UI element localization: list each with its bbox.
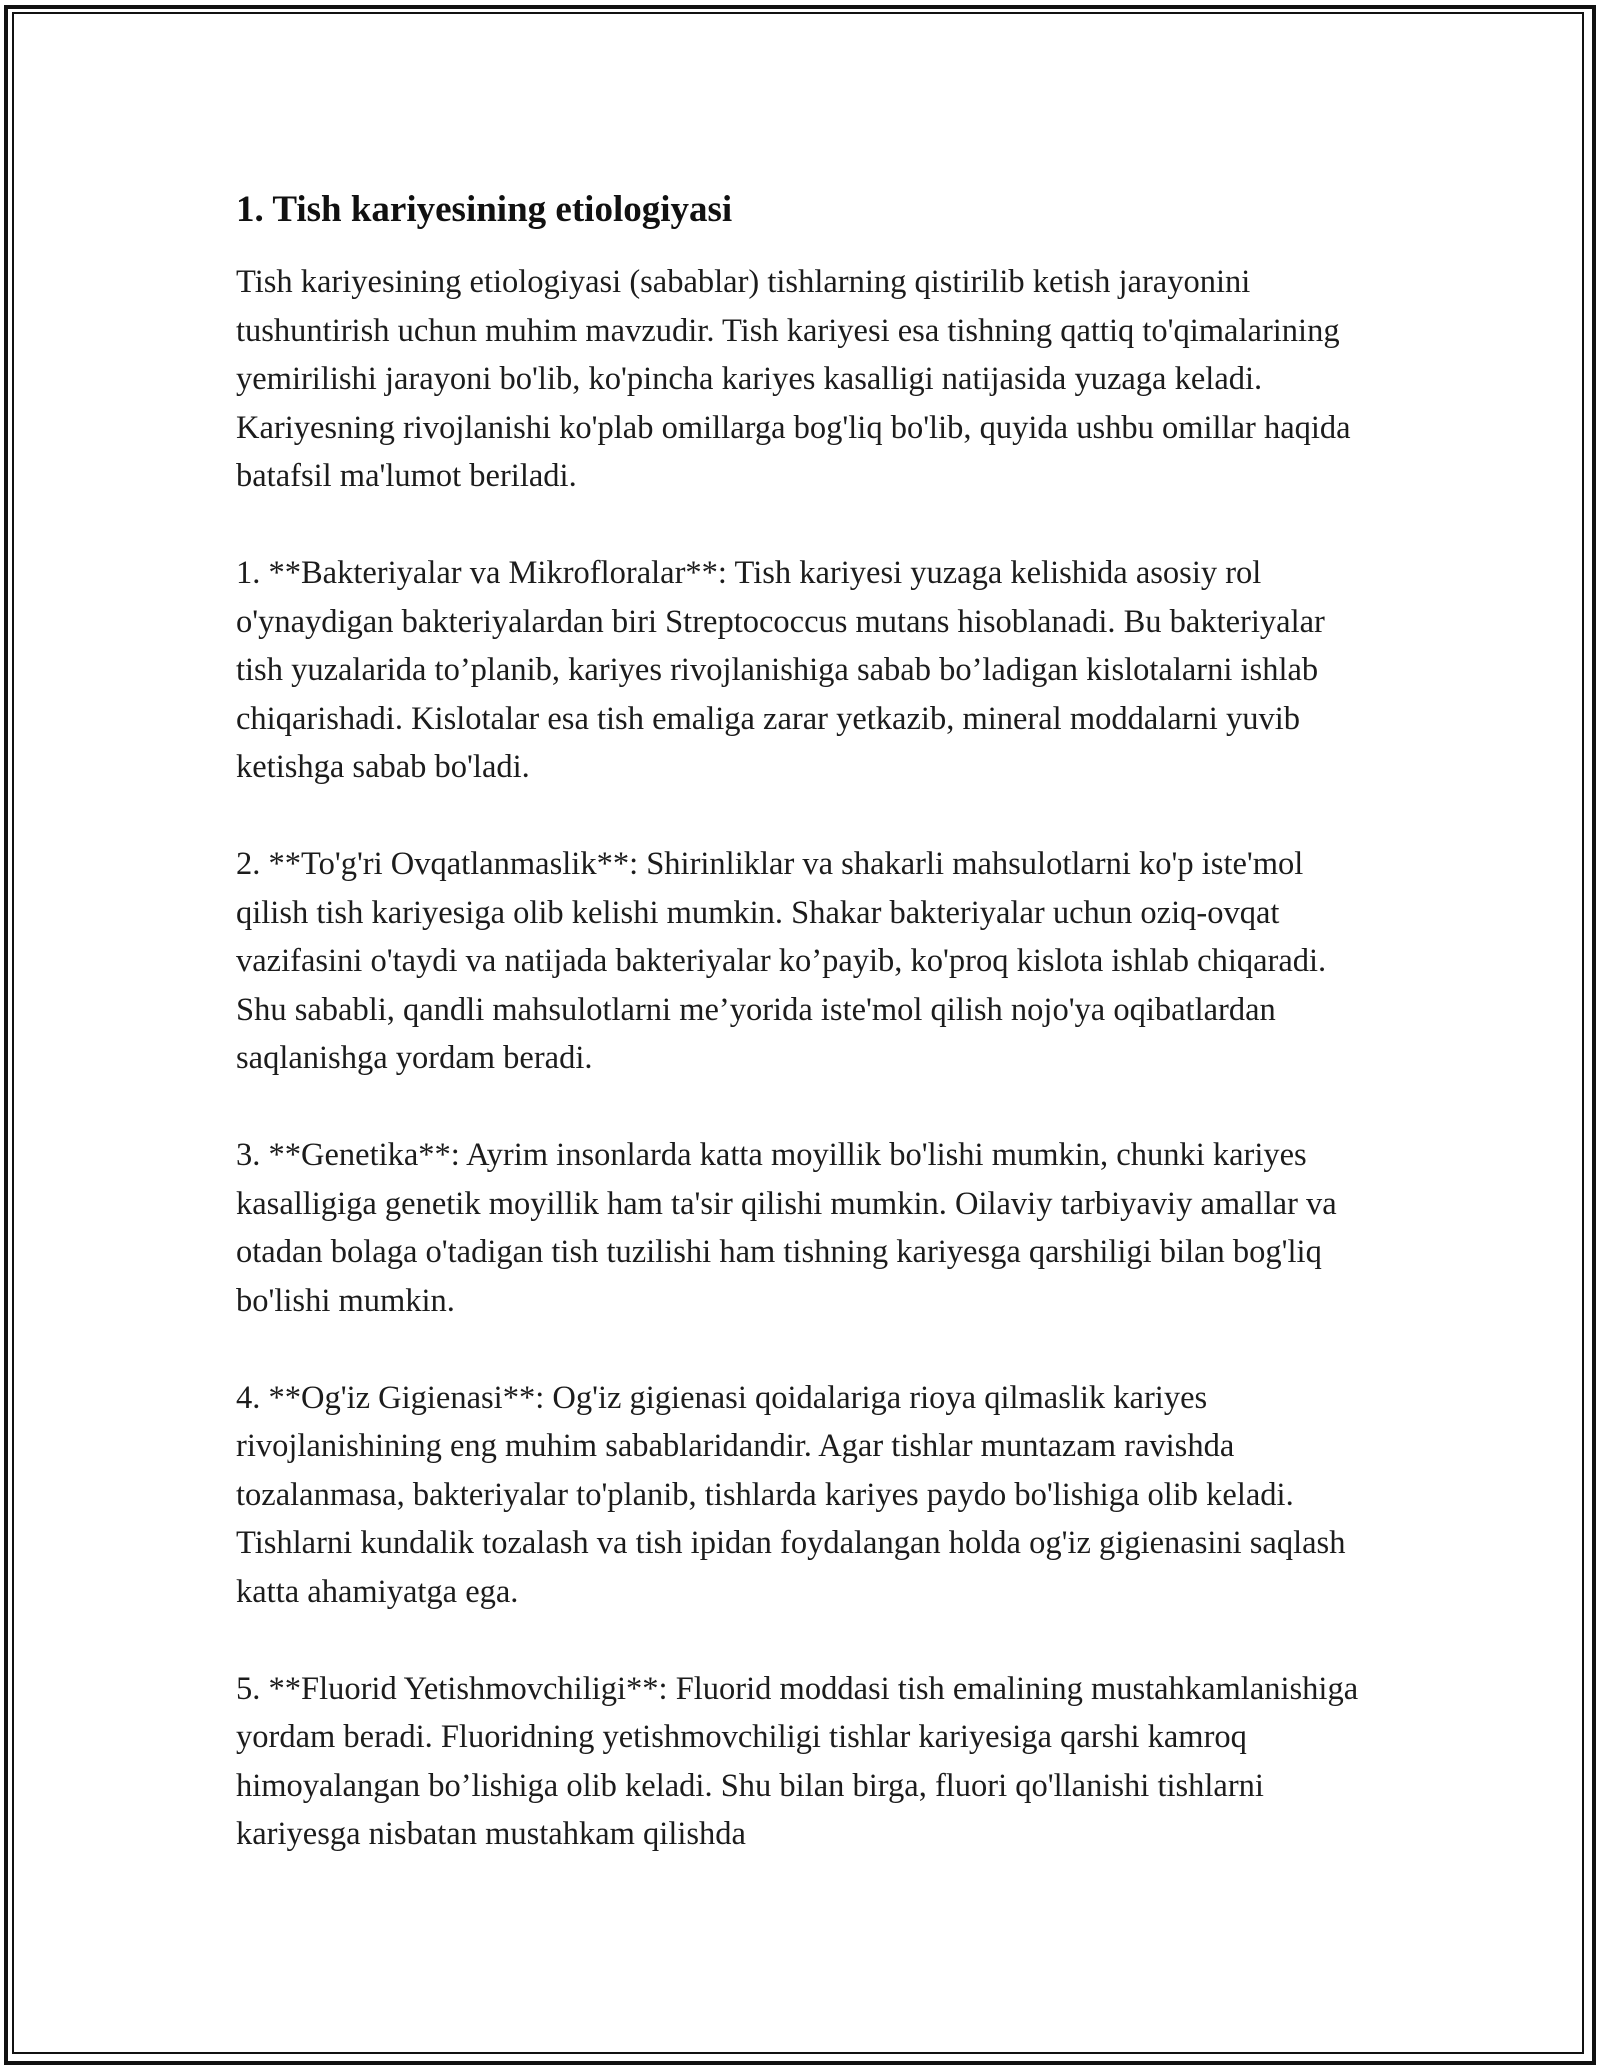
list-item-bacteria: 1. **Bakteriyalar va Mikrofloralar**: Tish kariyesi yuzaga kelishida asosiy rol o'ynaydigan bakteriyalardan biri Streptococcus mutans hisoblanadi. Bu bakteriyalar tish yuzalarida to’planib, kariyes rivojlanishiga sabab bo’ladigan kislotalarni ishlab chiqarishadi. Kislotalar esa tish emaliga zarar yetkazib, mineral moddalarni yuvib ketishga sabab bo'ladi.: [236, 555, 1325, 785]
document-title: 1. Tish kariyesining etiologiyasi: [236, 189, 733, 230]
document-body: [236, 186, 1376, 1859]
list-item-nutrition: 2. **To'g'ri Ovqatlanmaslik**: Shirinliklar va shakarli mahsulotlarni ko'p iste'mol qilish tish kariyesiga olib kelishi mumkin. Shakar bakteriyalar uchun oziq-ovqat vazifasini o'taydi va natijada bakteriyalar ko’payib, ko'proq kislota ishlab chiqaradi. Shu sababli, qandli mahsulotlarni me’yorida iste'mol qilish nojo'ya oqibatlardan saqlanishga yordam beradi.: [236, 846, 1327, 1076]
list-item-fluoride: 5. **Fluorid Yetishmovchiligi**: Fluorid moddasi tish emalining mustahkamlanishiga yordam beradi. Fluoridning yetishmovchiligi tishlar kariyesiga qarshi kamroq himoyalangan bo’lishiga olib keladi. Shu bilan birga, fluori qo'llanishi tishlarni kariyesga nisbatan mustahkam qilishda: [236, 1670, 1359, 1852]
list-item-genetics: 3. **Genetika**: Ayrim insonlarda katta moyillik bo'lishi mumkin, chunki kariyes kasalligiga genetik moyillik ham ta'sir qilishi mumkin. Oilaviy tarbiyaviy amallar va otadan bolaga o'tadigan tish tuzilishi ham tishning kariyesga qarshiligi bilan bog'liq bo'lishi mumkin.: [236, 1137, 1337, 1319]
intro-paragraph: Tish kariyesining etiologiyasi (sabablar) tishlarning qistirilib ketish jarayonini tushuntirish uchun muhim mavzudir. Tish kariyesi esa tishning qattiq to'qimalarining yemirilishi jarayoni bo'lib, ko'pincha kariyes kasalligi natijasida yuzaga keladi. Kariyesning rivojlanishi ko'plab omillarga bog'liq bo'lib, quyida ushbu omillar haqida batafsil ma'lumot beriladi.: [236, 264, 1351, 494]
list-item-oral-hygiene: 4. **Og'iz Gigienasi**: Og'iz gigienasi qoidalariga rioya qilmaslik kariyes rivojlanishining eng muhim sabablaridandir. Agar tishlar muntazam ravishda tozalanmasa, bakteriyalar to'planib, tishlarda kariyes paydo bo'lishiga olib keladi. Tishlarni kundalik tozalash va tish ipidan foydalangan holda og'iz gigienasini saqlash katta ahamiyatga ega.: [236, 1379, 1346, 1610]
